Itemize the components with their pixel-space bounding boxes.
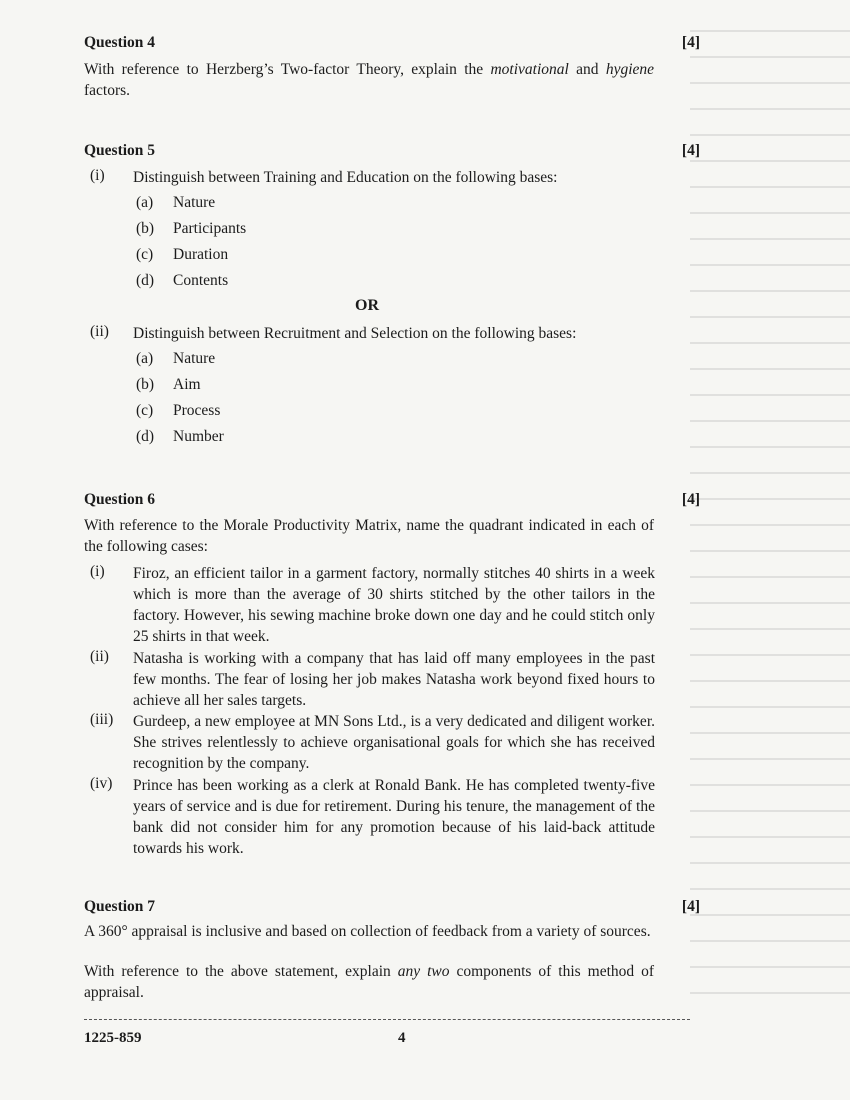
q5-ii-c-letter: (c) <box>136 402 154 419</box>
q6-case-ii-text: Natasha is working with a company that has laid off many employees in the past few months. The fear of losing her job makes Natasha work beyond fixed hours to achieve all her sales targets. <box>133 650 655 709</box>
question-4-title: Question 4 <box>84 34 156 51</box>
question-5-title: Question 5 <box>84 142 156 159</box>
q6-case-iv-text: Prince has been working as a clerk at Ronald Bank. He has completed twenty-five years of service and is due for retirement. During his tenure, the management of the bank did not consider him for any promotion because of his laid-back attitude towards his work. <box>133 777 655 857</box>
q5-part-ii-text: Distinguish between Recruitment and Selection on the following bases: <box>133 325 577 342</box>
q5-i-a-letter: (a) <box>136 194 154 211</box>
question-5-heading <box>84 142 700 160</box>
question-6-title: Question 6 <box>84 491 156 508</box>
q4-text-part: factors. <box>84 82 131 99</box>
question-7-statement: A 360° appraisal is inclusive and based on collection of feedback from a variety of sources. <box>84 923 651 940</box>
q4-text-part: With reference to Herzberg’s Two-factor Theory, explain the <box>84 61 484 78</box>
bleed-through-shadow <box>690 30 850 1030</box>
question-7-marks: [4] <box>681 898 700 915</box>
q4-text-emphasis: hygiene <box>605 61 655 78</box>
question-7-heading <box>84 898 700 916</box>
q7-text-part: With reference to the above statement, explain <box>84 963 391 980</box>
question-4-text <box>84 59 654 101</box>
q7-text-part: components of this method of appraisal. <box>84 963 655 1001</box>
question-6-intro: With reference to the Morale Productivity Matrix, name the quadrant indicated in each of the following cases: <box>84 517 654 555</box>
question-7-instruction <box>84 961 654 1003</box>
page-number: 4 <box>398 1030 406 1046</box>
q5-ii-d-label: Number <box>173 428 224 445</box>
q5-i-c-label: Duration <box>173 246 229 263</box>
q5-ii-a-letter: (a) <box>136 350 154 367</box>
q6-case-iv-number: (iv) <box>90 775 113 792</box>
or-separator: OR <box>355 297 379 314</box>
q5-i-c-letter: (c) <box>136 246 154 263</box>
question-6-heading <box>84 491 700 509</box>
question-4-heading <box>84 34 700 52</box>
q5-part-i-number: (i) <box>90 167 105 184</box>
q4-text-emphasis: motivational <box>490 61 569 78</box>
q5-i-a-label: Nature <box>173 194 216 211</box>
question-7-title: Question 7 <box>84 898 156 915</box>
q5-i-d-letter: (d) <box>136 272 155 289</box>
q5-ii-d-letter: (d) <box>136 428 155 445</box>
q5-i-d-label: Contents <box>173 272 229 289</box>
q5-ii-b-label: Aim <box>173 376 201 393</box>
q6-case-iii-text: Gurdeep, a new employee at MN Sons Ltd., is a very dedicated and diligent worker. She strives relentlessly to achieve organisational goals for which she has received recognition by the company. <box>133 713 655 772</box>
paper-code: 1225-859 <box>84 1030 142 1046</box>
q6-case-i-number: (i) <box>90 563 105 580</box>
question-5-marks: [4] <box>681 142 700 159</box>
q6-case-ii-number: (ii) <box>90 648 109 665</box>
question-6-marks: [4] <box>681 491 700 508</box>
q5-ii-c-label: Process <box>173 402 221 419</box>
q5-ii-a-label: Nature <box>173 350 216 367</box>
q5-part-ii-number: (ii) <box>90 323 109 340</box>
q5-i-b-label: Participants <box>173 220 247 237</box>
q6-case-iii-number: (iii) <box>90 711 114 728</box>
q5-ii-b-letter: (b) <box>136 376 155 393</box>
q5-part-i-text: Distinguish between Training and Education on the following bases: <box>133 169 558 186</box>
question-4-marks: [4] <box>681 34 700 51</box>
q7-text-emphasis: any two <box>397 963 450 980</box>
q5-i-b-letter: (b) <box>136 220 155 237</box>
q6-case-i-text: Firoz, an efficient tailor in a garment factory, normally stitches 40 shirts in a week which is more than the average of 30 shirts stitched by the other tailors in the factory. However, his sewing machine broke down one day and he could stitch only 25 shirts in that week. <box>133 565 655 645</box>
footer-rule <box>84 1019 690 1020</box>
q4-text-part: and <box>576 61 599 78</box>
